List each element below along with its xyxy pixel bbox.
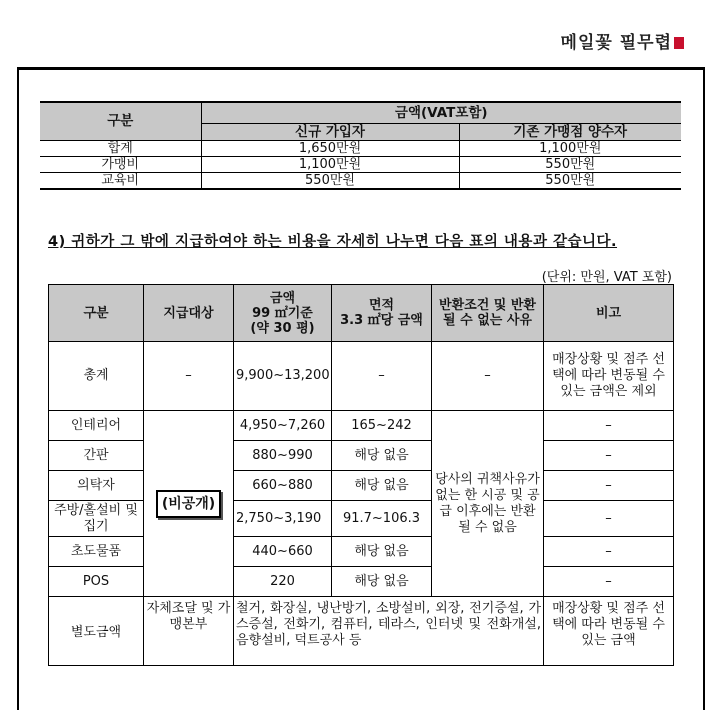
table-row bbox=[40, 157, 681, 173]
t2-header-amount-line3: (약 30 평) bbox=[250, 320, 315, 336]
t2-row-area: 해당 없음 bbox=[332, 471, 432, 501]
t2-row-payee: – bbox=[144, 342, 234, 411]
table-row bbox=[40, 173, 681, 190]
t2-row-area: 해당 없음 bbox=[332, 441, 432, 471]
t2-row-note: – bbox=[544, 501, 674, 537]
t2-row-amount: 9,900~13,200 bbox=[234, 342, 332, 411]
t1-row-transfer: 550만원 bbox=[459, 173, 681, 190]
t2-row-amount: 4,950~7,260 bbox=[234, 411, 332, 441]
t1-row-new: 550만원 bbox=[201, 173, 459, 190]
t1-header-category: 구분 bbox=[40, 102, 201, 141]
t2-header-amount bbox=[234, 285, 332, 342]
t2-row-label: 초도물품 bbox=[49, 537, 144, 567]
table-row bbox=[49, 597, 674, 666]
seal-icon bbox=[674, 37, 684, 49]
t2-header-area-line2: 3.3 ㎡당 금액 bbox=[340, 313, 423, 328]
t2-header-refund: 반환조건 및 반환될 수 없는 사유 bbox=[432, 285, 544, 342]
t1-row-label: 교육비 bbox=[40, 173, 201, 190]
t2-row-note: – bbox=[544, 537, 674, 567]
brand-logo: 메일꽃 필무렵 bbox=[561, 28, 684, 53]
t2-row-note: – bbox=[544, 567, 674, 597]
t2-row-label: 인테리어 bbox=[49, 411, 144, 441]
section-heading: 4) 귀하가 그 밖에 지급하여야 하는 비용을 자세히 나누면 다음 표의 내용과 같습니다. bbox=[48, 234, 618, 250]
t2-payee-group bbox=[144, 411, 234, 597]
t2-header-payee: 지급대상 bbox=[144, 285, 234, 342]
t2-row-amount: 2,750~3,190 bbox=[234, 501, 332, 537]
t1-row-label: 합계 bbox=[40, 141, 201, 157]
t1-row-transfer: 1,100만원 bbox=[459, 141, 681, 157]
t2-row-area: 91.7~106.3 bbox=[332, 501, 432, 537]
t2-row-note: – bbox=[544, 471, 674, 501]
t1-header-amount: 금액(VAT포함) bbox=[201, 102, 681, 124]
t2-extra-items: 철거, 화장실, 냉난방기, 소방설비, 외장, 전기증설, 가스증설, 전화기, 컴퓨터, 테라스, 인터넷 및 전화개설, 음향설비, 덕트공사 등 bbox=[234, 597, 544, 666]
t2-row-area: 해당 없음 bbox=[332, 537, 432, 567]
table-row bbox=[49, 441, 674, 471]
t2-refund-group: 당사의 귀책사유가 없는 한 시공 및 공급 이후에는 반환될 수 없음 bbox=[432, 411, 544, 597]
t2-header-category: 구분 bbox=[49, 285, 144, 342]
t2-extra-label: 별도금액 bbox=[49, 597, 144, 666]
t2-header-area bbox=[332, 285, 432, 342]
t2-row-label: POS bbox=[49, 567, 144, 597]
t2-row-amount: 440~660 bbox=[234, 537, 332, 567]
t2-row-label: 의탁자 bbox=[49, 471, 144, 501]
unit-note: (단위: 만원, VAT 포함) bbox=[541, 270, 672, 285]
t1-header-new: 신규 가입자 bbox=[201, 124, 459, 141]
t2-row-note: – bbox=[544, 441, 674, 471]
t2-header-note: 비고 bbox=[544, 285, 674, 342]
t1-row-new: 1,650만원 bbox=[201, 141, 459, 157]
t1-header-transfer: 기존 가맹점 양수자 bbox=[459, 124, 681, 141]
t2-extra-note: 매장상황 및 점주 선택에 따라 변동될 수 있는 금액 bbox=[544, 597, 674, 666]
table-row bbox=[49, 567, 674, 597]
t2-row-note: – bbox=[544, 411, 674, 441]
t2-row-label: 주방/홀설비 및 집기 bbox=[49, 501, 144, 537]
t2-header-amount-line1: 금액 bbox=[269, 290, 296, 306]
t2-header-area-line1: 면적 bbox=[368, 298, 395, 313]
fee-summary-table bbox=[40, 101, 681, 190]
t2-row-refund: – bbox=[432, 342, 544, 411]
t2-row-amount: 660~880 bbox=[234, 471, 332, 501]
cost-breakdown-table bbox=[48, 284, 674, 666]
t2-row-note: 매장상황 및 점주 선택에 따라 변동될 수 있는 금액은 제외 bbox=[544, 342, 674, 411]
t1-row-new: 1,100만원 bbox=[201, 157, 459, 173]
table-row bbox=[49, 501, 674, 537]
undisclosed-label: (비공개) bbox=[156, 490, 221, 518]
table-row bbox=[49, 471, 674, 501]
t2-extra-payee: 자체조달 및 가맹본부 bbox=[144, 597, 234, 666]
t2-header-amount-line2: 99 ㎡기준 bbox=[252, 305, 313, 321]
t2-row-amount: 220 bbox=[234, 567, 332, 597]
table-row bbox=[49, 411, 674, 441]
t2-row-label: 총계 bbox=[49, 342, 144, 411]
t1-row-transfer: 550만원 bbox=[459, 157, 681, 173]
table-row bbox=[49, 342, 674, 411]
t2-row-area: 해당 없음 bbox=[332, 567, 432, 597]
t1-row-label: 가맹비 bbox=[40, 157, 201, 173]
t2-row-area: – bbox=[332, 342, 432, 411]
t2-row-area: 165~242 bbox=[332, 411, 432, 441]
t2-row-amount: 880~990 bbox=[234, 441, 332, 471]
table-row bbox=[49, 537, 674, 567]
t2-row-label: 간판 bbox=[49, 441, 144, 471]
table-row bbox=[40, 141, 681, 157]
